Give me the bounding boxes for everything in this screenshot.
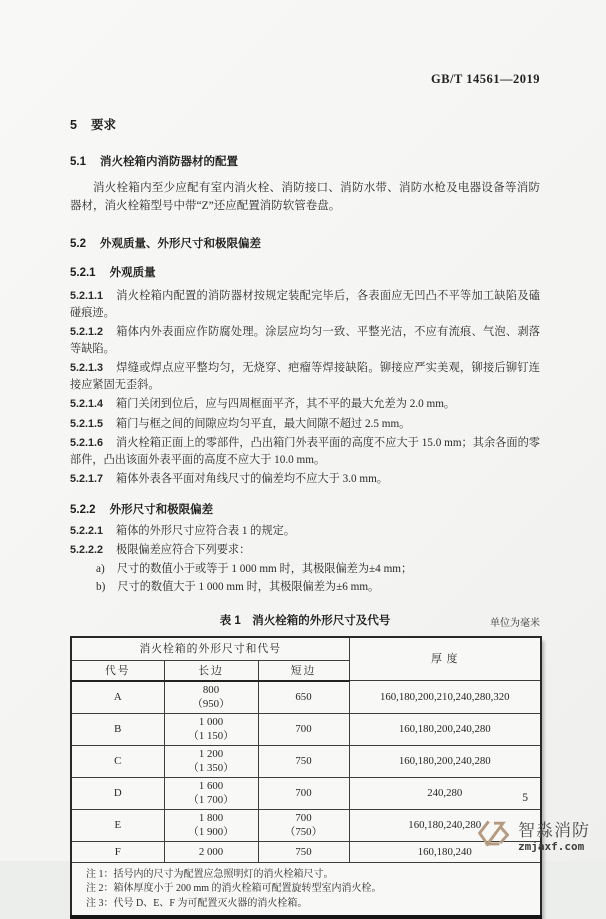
- table-header-group-row: [71, 637, 541, 661]
- clause-number: 5.2.1.7: [70, 473, 103, 485]
- clause: [70, 523, 540, 540]
- page-number: 5: [522, 792, 528, 804]
- list-marker: b): [96, 581, 105, 593]
- code-cell: D: [71, 777, 164, 809]
- short-side-cell: 700: [258, 777, 349, 809]
- clause: [70, 324, 540, 357]
- section-number: 5.2.2: [70, 504, 96, 516]
- section-5-1-paragraph: 消火栓箱内至少应配有室内消火栓、消防接口、消防水带、消防水枪及电器设备等消防器材，消火栓箱型号中带“Z”还应配置消防软管卷盘。: [70, 179, 540, 215]
- short-side-cell: 700 （750）: [258, 809, 349, 841]
- watermark-logo: [476, 816, 590, 857]
- thickness-cell: 160,180,240: [349, 841, 541, 862]
- clause-number: 5.2.2.1: [70, 525, 103, 537]
- thickness-cell: 160,180,200,240,280: [349, 745, 541, 777]
- section-title: 外观质量: [110, 267, 156, 279]
- watermark-text: [518, 822, 590, 852]
- short-side-cell: 650: [258, 681, 349, 714]
- thickness-cell: 160,180,240,280: [349, 809, 541, 841]
- brand-site: zmjaxf.com: [518, 841, 590, 852]
- clause-number: 5.2.1.1: [70, 290, 103, 302]
- zm-logo-icon: [476, 816, 512, 857]
- clause: [70, 360, 540, 393]
- clause-text: 箱体外表各平面对角线尺寸的偏差均不应大于 3.0 mm。: [116, 473, 388, 485]
- section-title: 外形尺寸和极限偏差: [110, 504, 214, 516]
- section-number: 5.1: [70, 156, 86, 168]
- clause: [70, 396, 540, 413]
- requirement-sublist: [70, 561, 540, 596]
- header-thickness-cell: 厚 度: [349, 637, 541, 681]
- table-unit-note: 单位为毫米: [490, 614, 540, 629]
- clause: [70, 288, 540, 321]
- table-row-D: [71, 777, 541, 809]
- table-note-3: 注 3：代号 D、E、F 为可配置灭火器的消火栓箱。: [86, 897, 532, 912]
- long-side-cell: 1 800 （1 900）: [164, 809, 258, 841]
- clause-text: 箱体的外形尺寸应符合表 1 的规定。: [116, 525, 295, 537]
- section-5-2-heading: [70, 235, 540, 251]
- section-5-heading: [70, 115, 540, 133]
- section-number: 5.2.1: [70, 267, 96, 279]
- header-code-cell: 代号: [71, 660, 164, 681]
- clause-list-5-2-1: [70, 288, 540, 488]
- list-text: 尺寸的数值大于 1 000 mm 时，其极限偏差为±6 mm。: [117, 581, 379, 593]
- header-short-side-cell: 短边: [258, 660, 349, 681]
- clause-text: 箱门关闭到位后，应与四周框面平齐，其不平的最大允差为 2.0 mm。: [116, 398, 455, 410]
- clause-number: 5.2.1.3: [70, 362, 103, 374]
- section-number: 5: [70, 118, 77, 132]
- clause: [70, 542, 540, 559]
- code-cell: B: [71, 713, 164, 745]
- clause-number: 5.2.2.2: [70, 544, 103, 556]
- long-side-cell: 1 600 （1 700）: [164, 777, 258, 809]
- short-side-cell: 700: [258, 713, 349, 745]
- section-number: 5.2: [70, 238, 86, 250]
- code-cell: F: [71, 841, 164, 862]
- clause: [70, 435, 540, 468]
- table-row-C: [71, 745, 541, 777]
- clause-text: 箱门与框之间的间隙应均匀平直，最大间隙不超过 2.5 mm。: [116, 418, 410, 430]
- section-title: 要求: [91, 118, 116, 132]
- table-caption-row: [70, 612, 540, 628]
- short-side-cell: 750: [258, 745, 349, 777]
- code-cell: C: [71, 745, 164, 777]
- clause-number: 5.2.1.4: [70, 398, 103, 410]
- list-text: 尺寸的数值小于或等于 1 000 mm 时，其极限偏差为±4 mm；: [117, 563, 412, 575]
- page-content: [70, 0, 540, 919]
- table-1-dimensions: [70, 636, 542, 919]
- section-title: 消火栓箱内消防器材的配置: [100, 156, 238, 168]
- clause-text: 消火栓箱内配置的消防器材按规定装配完毕后，各表面应无凹凸不平等加工缺陷及磕碰痕迹。: [70, 290, 540, 319]
- clause-number: 5.2.1.5: [70, 418, 103, 430]
- table-row-E: [71, 809, 541, 841]
- clause: [70, 416, 540, 433]
- section-5-2-2-heading: [70, 501, 540, 517]
- long-side-cell: 1 000 （1 150）: [164, 713, 258, 745]
- standard-number: GB/T 14561—2019: [70, 72, 540, 87]
- clause-number: 5.2.1.2: [70, 326, 103, 338]
- table-note-2: 注 2：箱体厚度小于 200 mm 的消火栓箱可配置旋转型室内消火栓。: [86, 882, 532, 897]
- clause-text: 箱体内外表面应作防腐处理。涂层应均匀一致、平整光洁，不应有流痕、气泡、剥落等缺陷。: [70, 326, 540, 355]
- table-row-B: [71, 713, 541, 745]
- section-5-1-heading: [70, 153, 540, 169]
- clause: [70, 471, 540, 488]
- header-long-side-cell: 长边: [164, 660, 258, 681]
- table-notes-cell: [71, 862, 541, 917]
- long-side-cell: 1 200 （1 350）: [164, 745, 258, 777]
- thickness-cell: 240,280: [349, 777, 541, 809]
- section-title: 外观质量、外形尺寸和极限偏差: [100, 238, 261, 250]
- table-notes-row: [71, 862, 541, 917]
- clause-number: 5.2.1.6: [70, 437, 103, 449]
- table-1-caption: 表 1 消火栓箱的外形尺寸及代号: [70, 612, 540, 628]
- table-note-1: 注 1：括号内的尺寸为配置应急照明灯的消火栓箱尺寸。: [86, 868, 532, 883]
- short-side-cell: 750: [258, 841, 349, 862]
- code-cell: E: [71, 809, 164, 841]
- clause-text: 焊缝或焊点应平整均匀，无烧穿、疤瘤等焊接缺陷。铆接应严实美观，铆接后铆钉连接应紧固无歪斜。: [70, 362, 540, 391]
- thickness-cell: 160,180,200,240,280: [349, 713, 541, 745]
- table-row-F: [71, 841, 541, 862]
- list-item: [96, 561, 540, 578]
- brand-name: 智淼消防: [518, 822, 590, 839]
- clause-list-5-2-2: [70, 523, 540, 559]
- header-group-cell: 消火栓箱的外形尺寸和代号: [71, 637, 349, 661]
- code-cell: A: [71, 681, 164, 714]
- list-marker: a): [96, 563, 105, 575]
- table-row-A: [71, 681, 541, 714]
- list-item: [96, 579, 540, 596]
- long-side-cell: 2 000: [164, 841, 258, 862]
- long-side-cell: 800 （950）: [164, 681, 258, 714]
- thickness-cell: 160,180,200,210,240,280,320: [349, 681, 541, 714]
- clause-text: 极限偏差应符合下列要求：: [116, 544, 250, 556]
- section-5-2-1-heading: [70, 264, 540, 280]
- clause-text: 消火栓箱正面上的零部件，凸出箱门外表平面的高度不应大于 15.0 mm；其余各面的零部件，凸出该面外表平面的高度不应大于 10.0 mm。: [70, 437, 540, 466]
